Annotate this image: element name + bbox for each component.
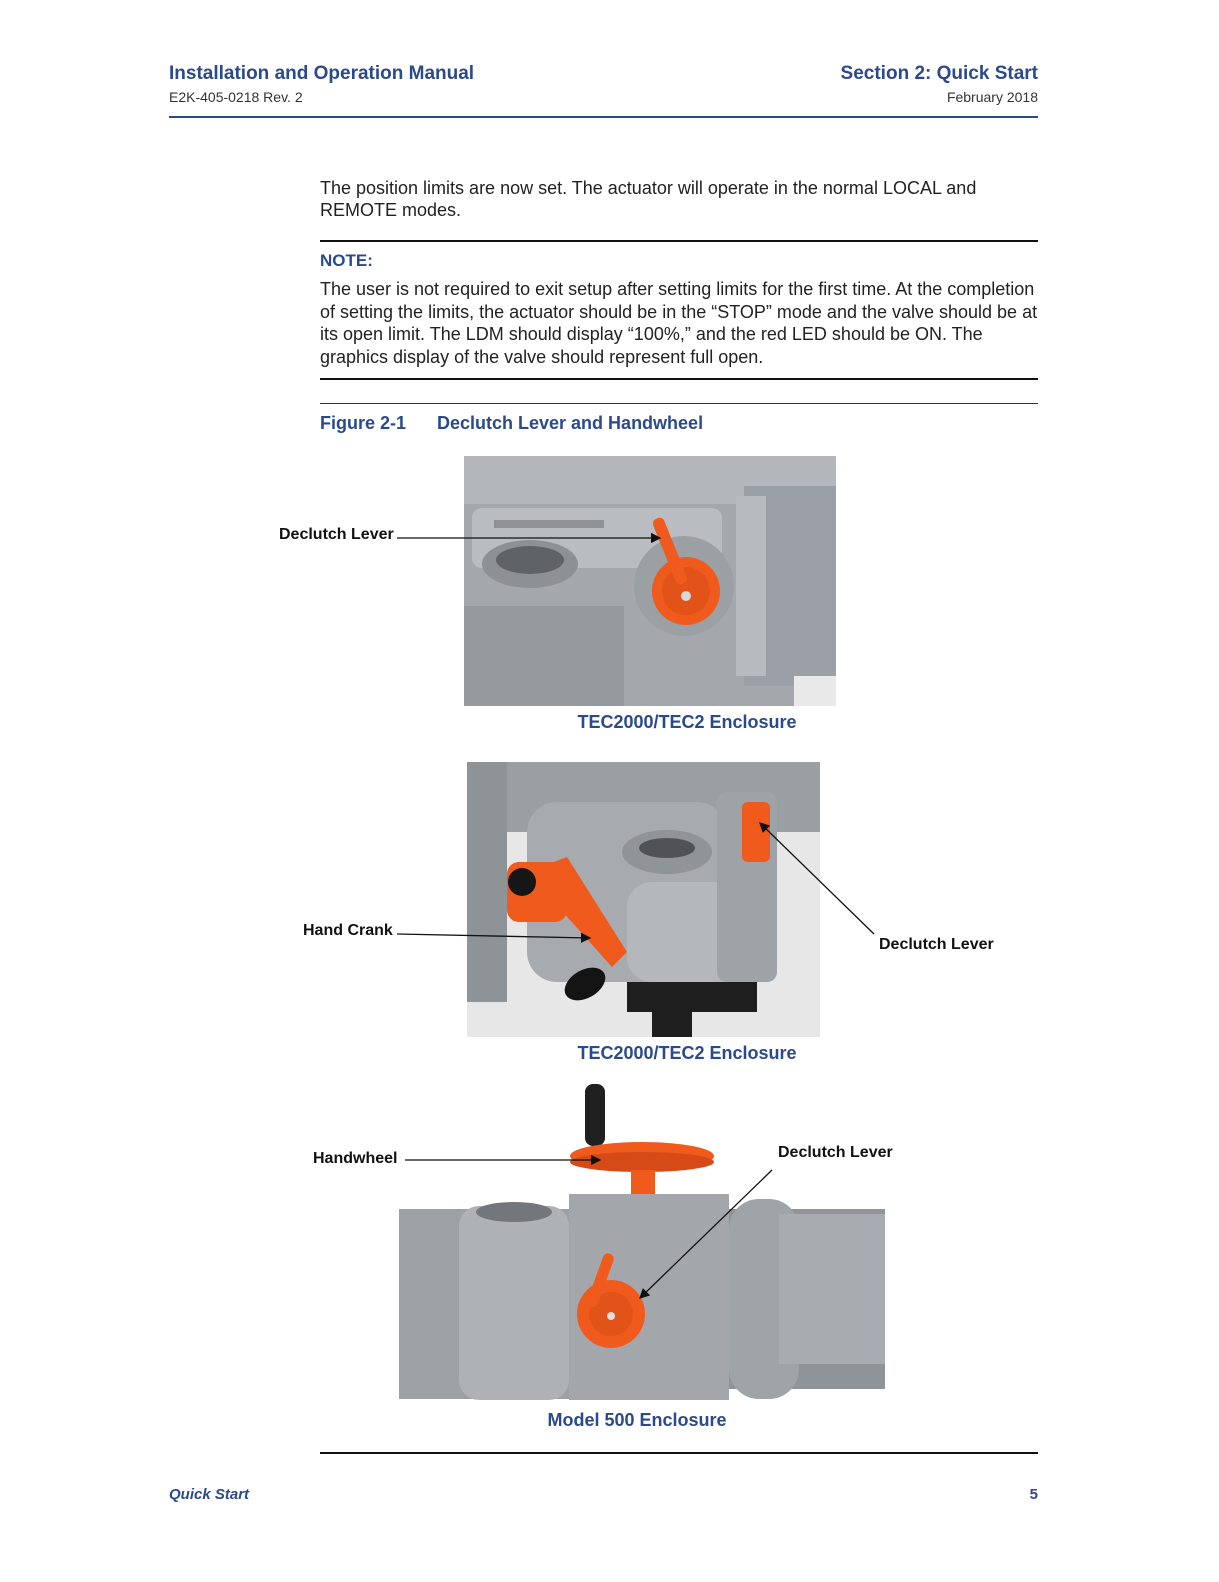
note-label: NOTE: bbox=[320, 251, 373, 270]
body-paragraph: The position limits are now set. The actuator will operate in the normal LOCAL and REMOTE modes. bbox=[320, 178, 977, 220]
figure-bottom-rule bbox=[320, 1452, 1038, 1454]
document-number: E2K-405-0218 Rev. 2 bbox=[169, 89, 303, 105]
section-title: Section 2: Quick Start bbox=[840, 63, 1038, 84]
callout-handwheel: Handwheel bbox=[313, 1150, 398, 1167]
manual-title: Installation and Operation Manual bbox=[169, 63, 475, 84]
caption-panel-1: TEC2000/TEC2 Enclosure bbox=[577, 712, 797, 732]
callout-declutch-lever-3: Declutch Lever bbox=[778, 1144, 893, 1161]
note-text: The user is not required to exit setup after setting limits for the first time. At the completion of setting the limits, the actuator should be in the “STOP” mode and the valve should be at its open limit. The LDM should display “100%,” and the red LED should be ON. The graphics display of the valve should represent full open. bbox=[320, 279, 1038, 367]
leader-declutch-lever-2 bbox=[760, 823, 874, 934]
footer-section-name: Quick Start bbox=[169, 1486, 250, 1503]
caption-panel-2: TEC2000/TEC2 Enclosure bbox=[577, 1043, 797, 1063]
leader-declutch-lever-3 bbox=[640, 1170, 772, 1298]
figure-number: Figure 2-1 bbox=[320, 413, 407, 433]
footer-page-number: 5 bbox=[1029, 1486, 1038, 1503]
callout-declutch-lever-2: Declutch Lever bbox=[879, 936, 994, 953]
figure-title: Declutch Lever and Handwheel bbox=[437, 413, 704, 433]
callout-declutch-lever-1: Declutch Lever bbox=[279, 526, 394, 543]
caption-panel-3: Model 500 Enclosure bbox=[547, 1410, 727, 1430]
leader-hand-crank bbox=[397, 934, 590, 938]
callout-hand-crank: Hand Crank bbox=[303, 922, 393, 939]
document-date: February 2018 bbox=[946, 89, 1038, 105]
